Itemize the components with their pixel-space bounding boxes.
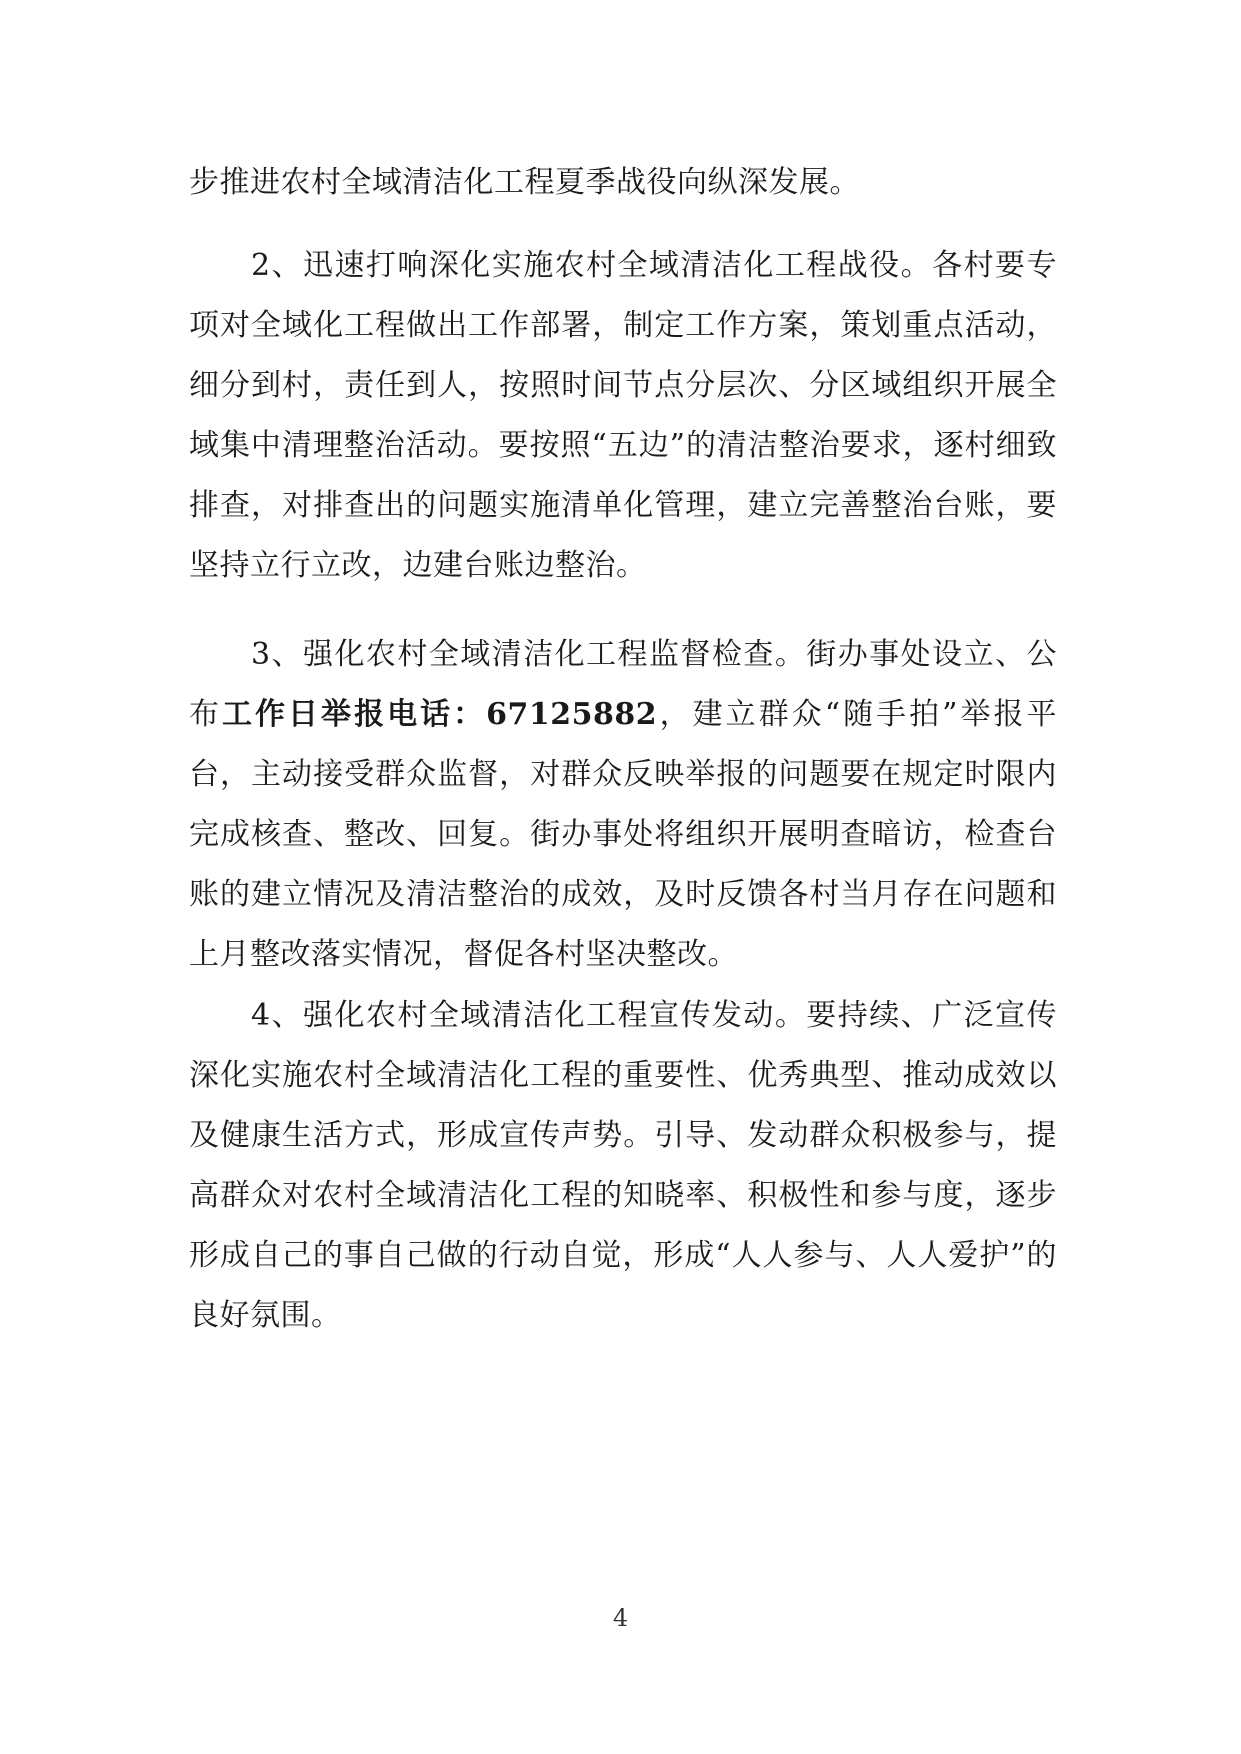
- paragraph-3-text: [189, 625, 1057, 985]
- hotline-number: 67125882: [486, 697, 658, 732]
- paragraph-2: [189, 236, 1057, 596]
- paragraph-3-after: ，建立群众“随手拍”举报平台，主动接受群众监督，对群众反映举报的问题要在规定时限内完成核查、整改、回复。街办事处将组织开展明查暗访，检查台账的建立情况及清洁整治的成效，及时反馈各村当月存在问题和上月整改落实情况，督促各村坚决整改。: [189, 697, 1057, 972]
- paragraph-3-before: 3、强化农村全域清洁化工程监督检查。街办事处设立、公布: [189, 637, 1057, 732]
- paragraph-3: [189, 625, 1057, 985]
- continuation-paragraph: [189, 153, 1057, 213]
- hotline-label: 工作日举报电话：: [222, 697, 487, 732]
- paragraph-4-text: 4、强化农村全域清洁化工程宣传发动。要持续、广泛宣传深化实施农村全域清洁化工程的重要性、优秀典型、推动成效以及健康生活方式，形成宣传声势。引导、发动群众积极参与，提高群众对农村全域清洁化工程的知晓率、积极性和参与度，逐步形成自己的事自己做的行动自觉，形成“人人参与、人人爱护”的良好氛围。: [189, 998, 1057, 1333]
- page-number: 4: [612, 1604, 629, 1632]
- continuation-text: 步推进农村全域清洁化工程夏季战役向纵深发展。: [189, 165, 860, 200]
- paragraph-4: [189, 986, 1057, 1346]
- paragraph-2-text: 2、迅速打响深化实施农村全域清洁化工程战役。各村要专项对全域化工程做出工作部署，制定工作方案，策划重点活动，细分到村，责任到人，按照时间节点分层次、分区域组织开展全域集中清理整治活动。要按照“五边”的清洁整治要求，逐村细致排查，对排查出的问题实施清单化管理，建立完善整治台账，要坚持立行立改，边建台账边整治。: [189, 248, 1057, 583]
